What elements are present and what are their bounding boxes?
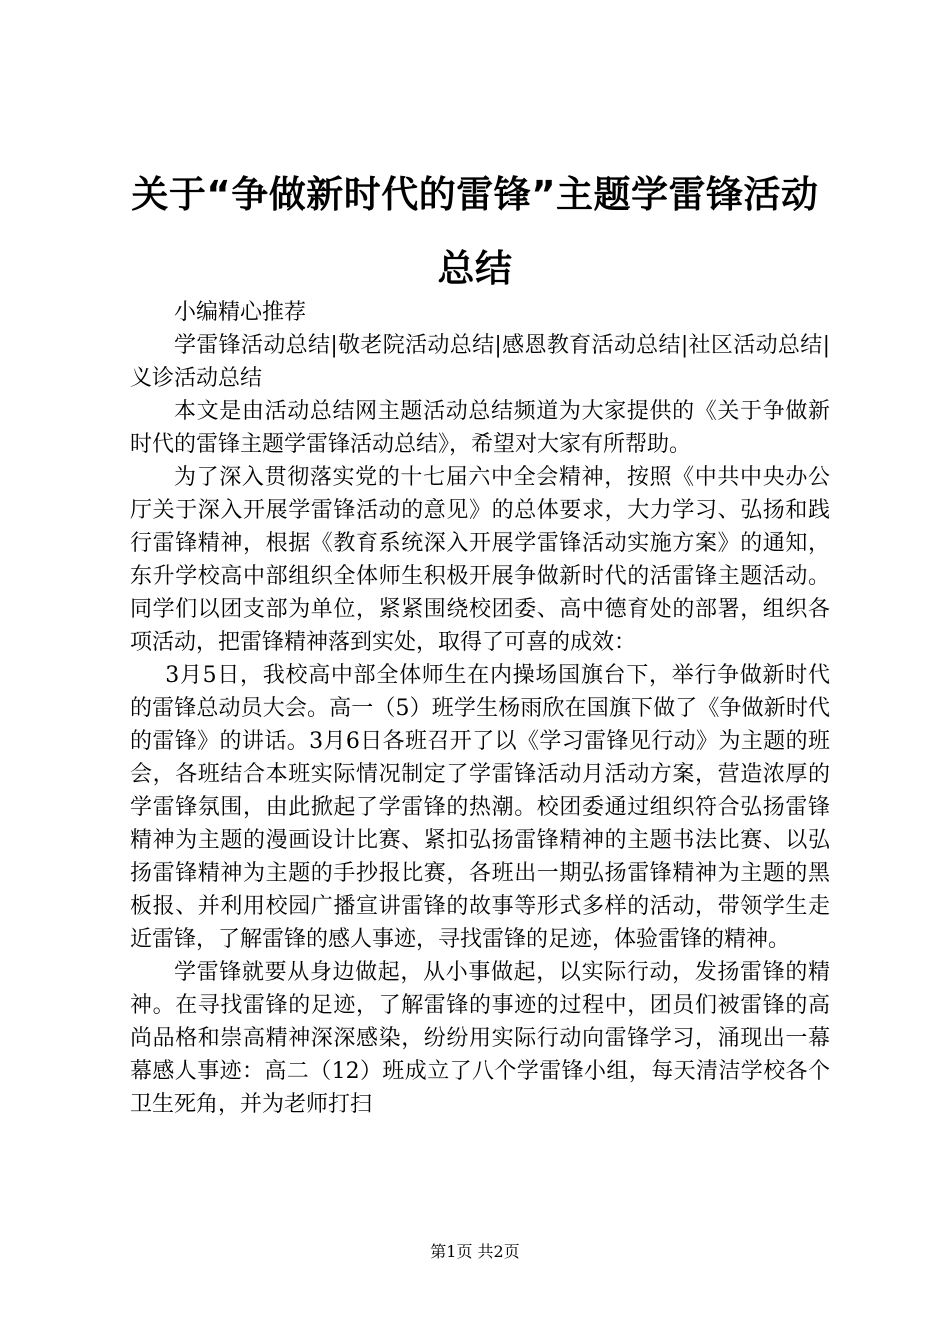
page-footer: 第1页 共2页 — [430, 1242, 520, 1261]
body-paragraph: 为了深入贯彻落实党的十七届六中全会精神，按照《中共中央办公厅关于深入开展学雷锋活动的意见》的总体要求，大力学习、弘扬和践行雷锋精神，根据《教育系统深入开展学雷锋活动实施方案》的通知，东升学校高中部组织全体师生积极开展争做新时代的活雷锋主题活动。同学们以团支部为单位，紧紧围绕校团委、高中德育处的部署，组织各项活动，把雷锋精神落到实处，取得了可喜的成效： — [130, 465, 830, 655]
body-paragraph: 3月5日，我校高中部全体师生在内操场国旗台下，举行争做新时代的雷锋总动员大会。高一（5）班学生杨雨欣在国旗下做了《争做新时代的雷锋》的讲话。3月6日各班召开了以《学习雷锋见行动》为主题的班会，各班结合本班实际情况制定了学雷锋活动月活动方案，营造浓厚的学雷锋氛围，由此掀起了学雷锋的热潮。校团委通过组织符合弘扬雷锋精神为主题的漫画设计比赛、紧扣弘扬雷锋精神的主题书法比赛、以弘扬雷锋精神为主题的手抄报比赛，各班出一期弘扬雷锋精神为主题的黑板报、并利用校园广播宣讲雷锋的故事等形式多样的活动，带领学生走近雷锋，了解雷锋的感人事迹，寻找雷锋的足迹，体验雷锋的精神。 — [130, 663, 830, 952]
recommend-line: 小编精心推荐 — [174, 300, 307, 325]
document-body — [130, 296, 830, 1121]
document-title: 关于“争做新时代的雷锋”主题学雷锋活动总结 — [131, 173, 819, 290]
body-paragraph: 学雷锋就要从身边做起，从小事做起，以实际行动，发扬雷锋的精神。在寻找雷锋的足迹，了解雷锋的事迹的过程中，团员们被雷锋的高尚品格和崇高精神深深感染，纷纷用实际行动向雷锋学习，涌现出一幕幕感人事迹：高二（12）班成立了八个学雷锋小组，每天清洁学校各个卫生死角，并为老师打扫 — [130, 960, 830, 1117]
intro-paragraph: 本文是由活动总结网主题活动总结频道为大家提供的《关于争做新时代的雷锋主题学雷锋活动总结》，希望对大家有所帮助。 — [130, 399, 830, 457]
tags-line: 学雷锋活动总结|敬老院活动总结|感恩教育活动总结|社区活动总结|义诊活动总结 — [130, 333, 830, 391]
